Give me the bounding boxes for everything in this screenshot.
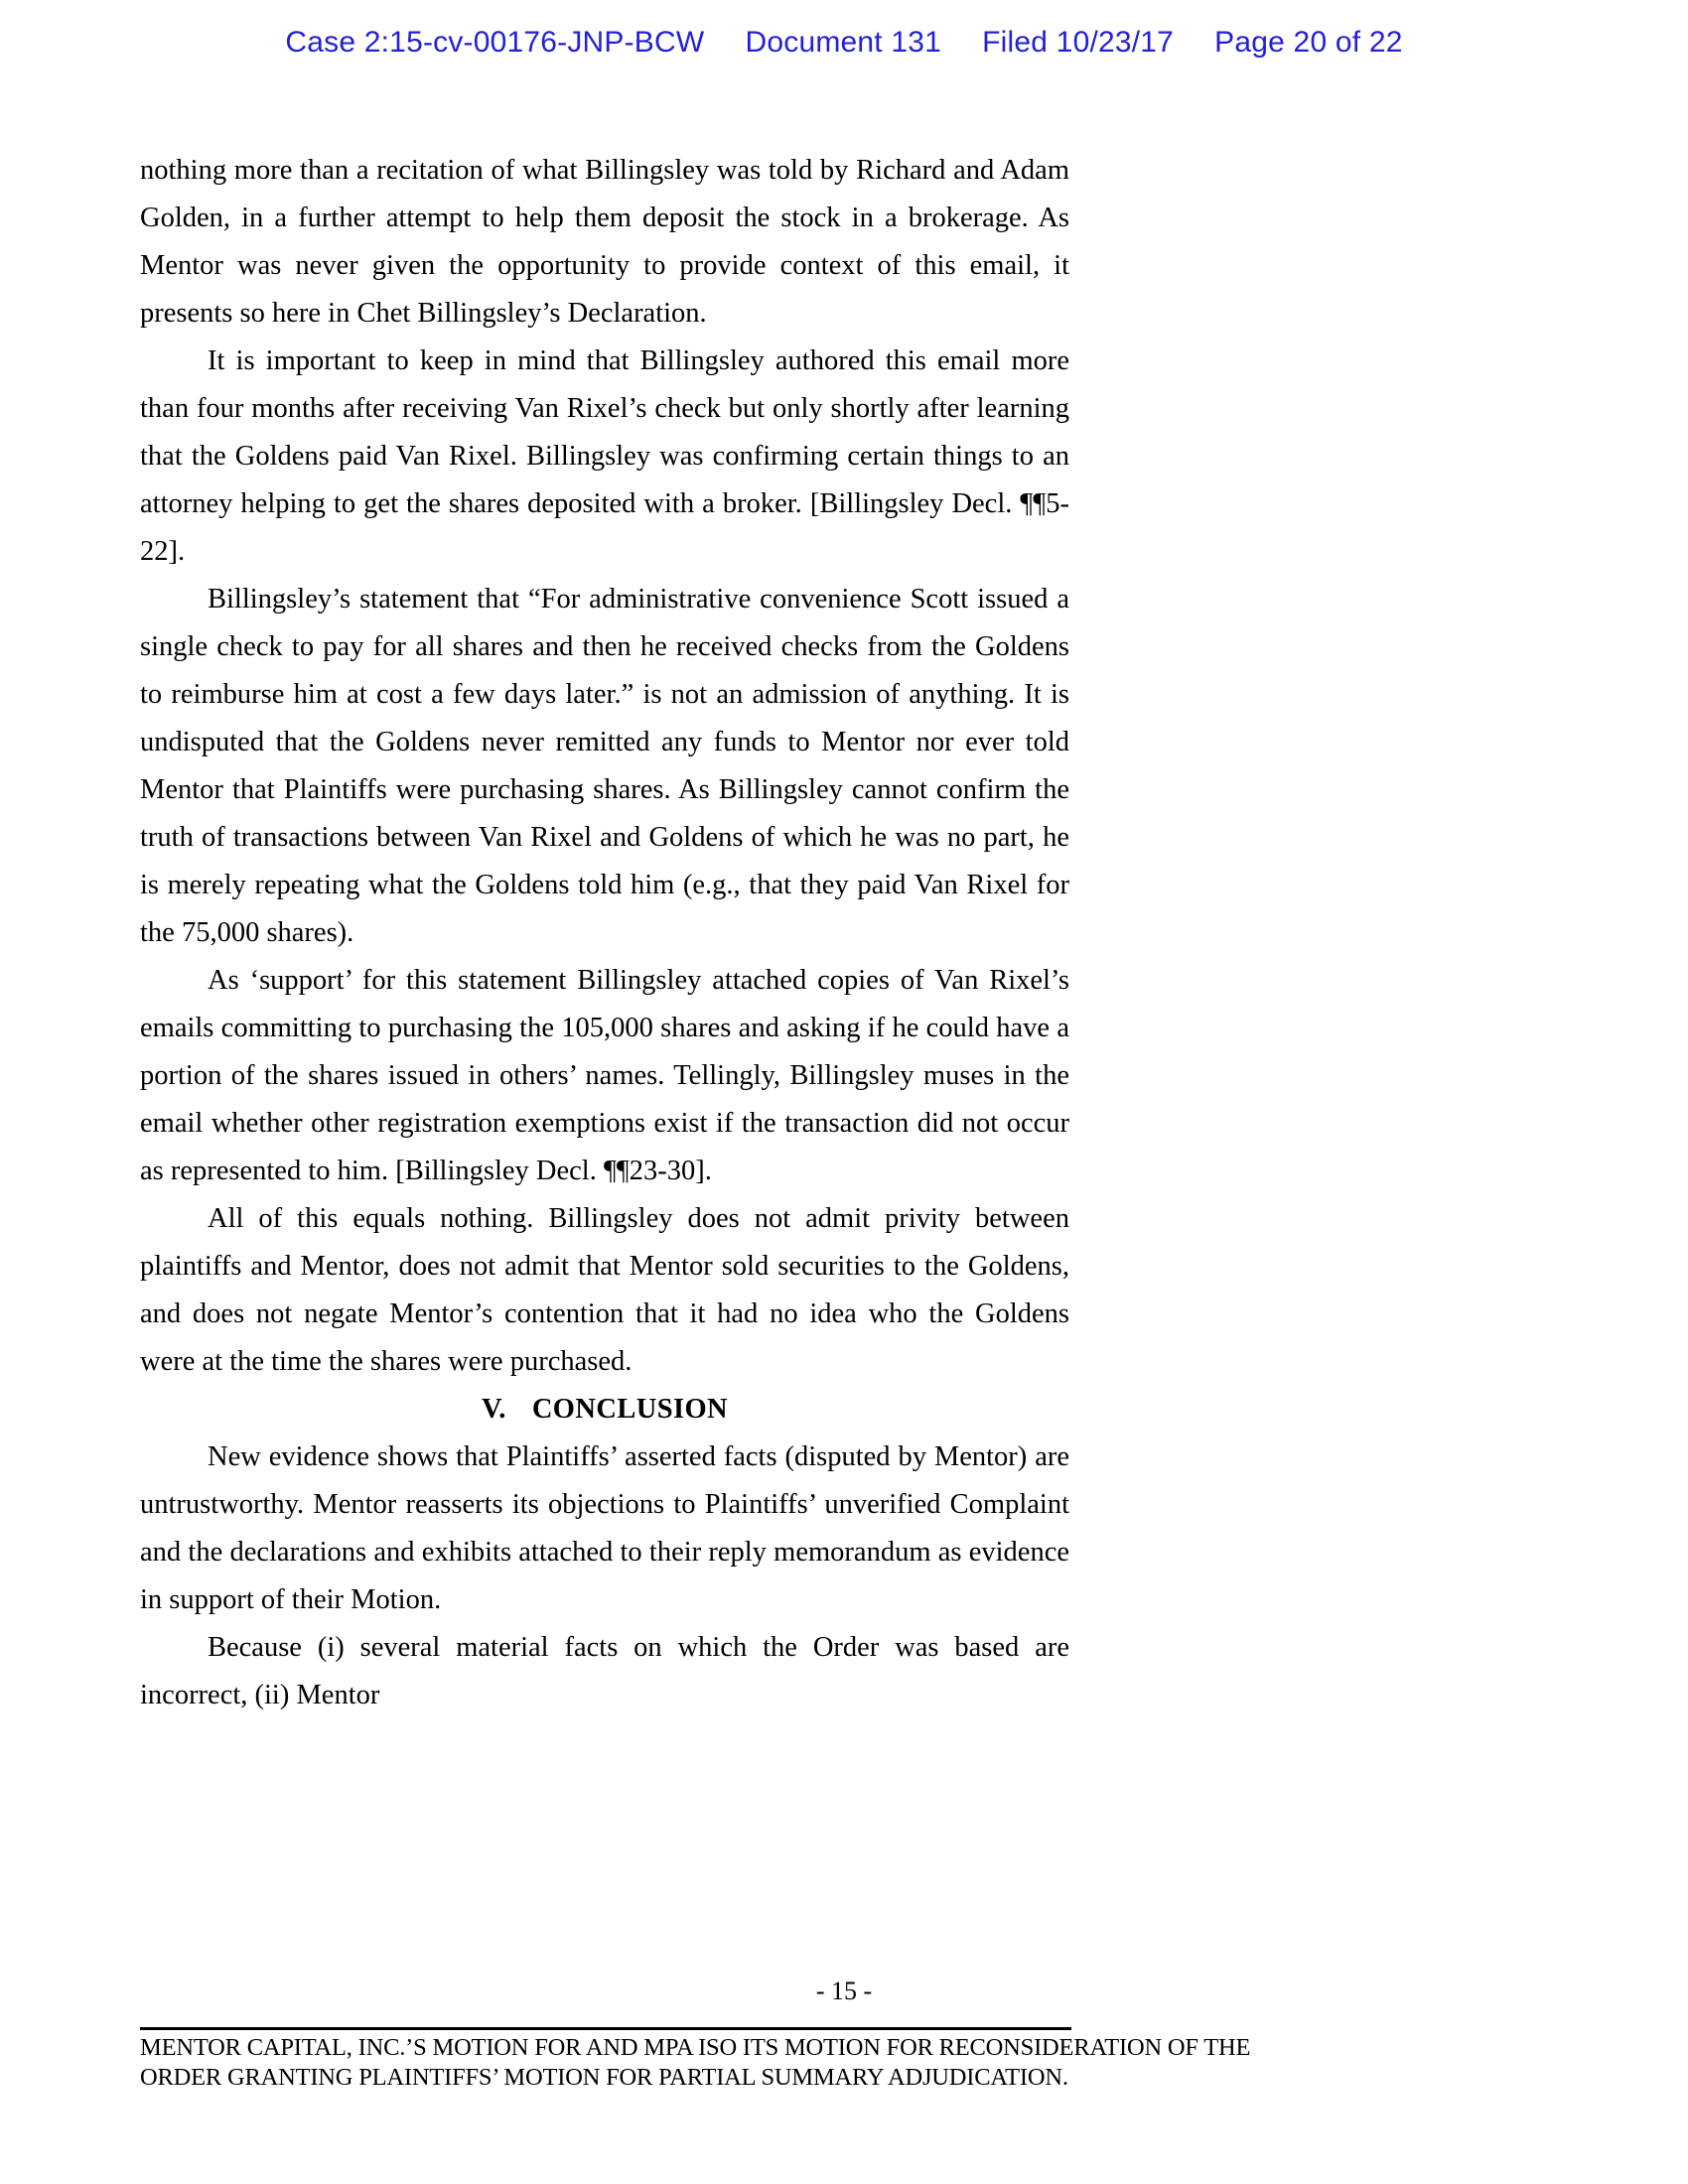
paragraph-continued: nothing more than a recitation of what Billingsley was told by Richard and Adam Golden, in a further attempt to help them deposit the stock in a brokerage. As Mentor was never given the opportunity to provide context of this email, it presents so here in Chet Billingsley’s Declaration. (140, 155, 1069, 329)
paragraph-because: Because (i) several material facts on which the Order was based are incorrect, (ii) Mentor (140, 1632, 1069, 1710)
footer-line-2: ORDER GRANTING PLAINTIFFS’ MOTION FOR PARTIAL SUMMARY ADJUDICATION. (140, 2064, 1068, 2091)
ecf-filed-date: Filed 10/23/17 (982, 26, 1175, 59)
ecf-page-indicator: Page 20 of 22 (1214, 26, 1403, 59)
section-heading-conclusion (140, 1386, 1069, 1433)
section-title: CONCLUSION (531, 1394, 729, 1425)
paragraph-important: It is important to keep in mind that Billingsley authored this email more than four months after receiving Van Rixel’s check but only shortly after learning that the Goldens paid Van Rixel. Billingsley was confirming certain things to an attorney helping to get the shares deposited with a broker. [Billingsley Decl. ¶¶5-22]. (140, 345, 1069, 567)
paragraph-support: As ‘support’ for this statement Billingsley attached copies of Van Rixel’s emails committing to purchasing the 105,000 shares and asking if he could have a portion of the shares issued in others’ names. Tellingly, Billingsley muses in the email whether other registration exemptions exist if the transaction did not occur as represented to him. [Billingsley Decl. ¶¶23-30]. (140, 965, 1069, 1186)
paragraph-all-of-this: All of this equals nothing. Billingsley does not admit privity between plaintiffs and Mentor, does not admit that Mentor sold securities to the Goldens, and does not negate Mentor’s contention that it had no idea who the Goldens were at the time the shares were purchased. (140, 1203, 1069, 1377)
page-number: - 15 - (815, 1977, 873, 2005)
body-text-column (140, 147, 1069, 1719)
footer-line-1: MENTOR CAPITAL, INC.’S MOTION FOR AND MPA ISO ITS MOTION FOR RECONSIDERATION OF THE (140, 2034, 1251, 2061)
ecf-header-stamp (0, 26, 1688, 60)
paragraph-new-evidence: New evidence shows that Plaintiffs’ asserted facts (disputed by Mentor) are untrustworthy. Mentor reasserts its objections to Plaintiffs’ unverified Complaint and the declarations and exhibits attached to their reply memorandum as evidence in support of their Motion. (140, 1441, 1069, 1615)
paragraph-statement: Billingsley’s statement that “For administrative convenience Scott issued a single check to pay for all shares and then he received checks from the Goldens to reimburse him at cost a few days later.” is not an admission of anything. It is undisputed that the Goldens never remitted any funds to Mentor nor ever told Mentor that Plaintiffs were purchasing shares. As Billingsley cannot confirm the truth of transactions between Van Rixel and Goldens of which he was no part, he is merely repeating what the Goldens told him (e.g., that they paid Van Rixel for the 75,000 shares). (140, 584, 1069, 948)
section-number: V. (481, 1394, 506, 1425)
footer-divider (140, 2027, 1071, 2030)
footer-caption (140, 2033, 1251, 2093)
ecf-document-number: Document 131 (745, 26, 942, 59)
ecf-case-number: Case 2:15-cv-00176-JNP-BCW (285, 26, 705, 59)
